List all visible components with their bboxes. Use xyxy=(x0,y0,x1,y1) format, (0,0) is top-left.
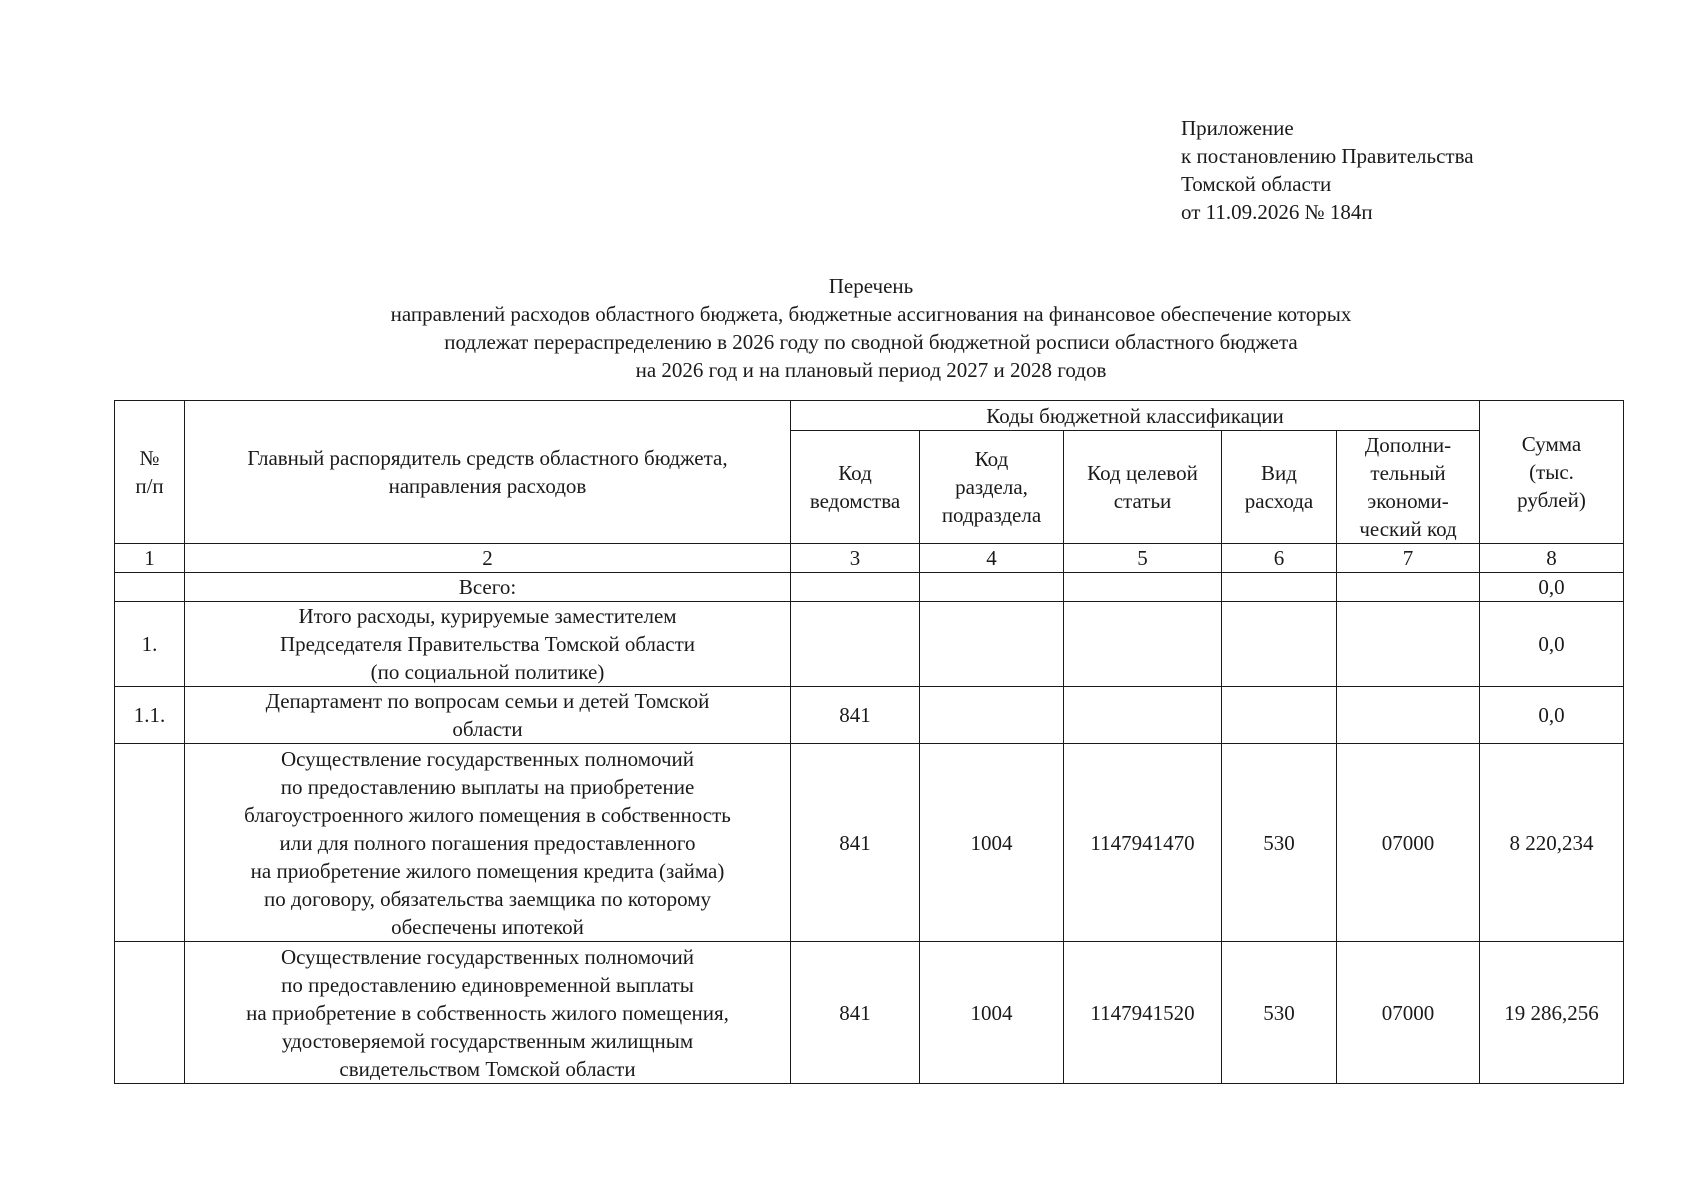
row-num: 1.1. xyxy=(115,687,185,744)
row-dept-code xyxy=(791,602,920,687)
header-section-code: Код раздела, подраздела xyxy=(920,431,1064,544)
appendix-note xyxy=(1181,114,1474,226)
row-description: Итого расходы, курируемые заместителем Председателя Правительства Томской области (по социальной политике) xyxy=(185,602,791,687)
table-row xyxy=(115,744,1624,942)
row-econ-code xyxy=(1337,602,1480,687)
row-num xyxy=(115,573,185,602)
column-number: 6 xyxy=(1222,544,1337,573)
row-expense-type xyxy=(1222,573,1337,602)
appendix-line: Томской области xyxy=(1181,172,1332,196)
row-dept-code: 841 xyxy=(791,687,920,744)
header-main: Главный распорядитель средств областного бюджета, направления расходов xyxy=(185,401,791,544)
appendix-line: от 11.09.2026 № 184п xyxy=(1181,200,1373,224)
row-num xyxy=(115,744,185,942)
row-target-code: 1147941520 xyxy=(1064,942,1222,1084)
row-expense-type xyxy=(1222,602,1337,687)
row-target-code xyxy=(1064,687,1222,744)
title-line: подлежат перераспределению в 2026 году по сводной бюджетной росписи областного бюджета xyxy=(444,330,1298,354)
row-sum: 0,0 xyxy=(1480,573,1624,602)
row-section-code: 1004 xyxy=(920,942,1064,1084)
row-section-code xyxy=(920,687,1064,744)
row-target-code xyxy=(1064,573,1222,602)
appendix-line: к постановлению Правительства xyxy=(1181,144,1474,168)
row-target-code xyxy=(1064,602,1222,687)
row-description: Осуществление государственных полномочий по предоставлению единовременной выплаты на приобретение в собственность жилого помещения, удостоверяемой государственным жилищным свидетельством Томской области xyxy=(185,942,791,1084)
row-econ-code: 07000 xyxy=(1337,744,1480,942)
row-section-code xyxy=(920,573,1064,602)
row-expense-type: 530 xyxy=(1222,942,1337,1084)
row-section-code: 1004 xyxy=(920,744,1064,942)
header-expense-type: Вид расхода xyxy=(1222,431,1337,544)
header-sum: Сумма (тыс. рублей) xyxy=(1480,401,1624,544)
column-number: 1 xyxy=(115,544,185,573)
expenses-table xyxy=(114,400,1624,1084)
header-target-code: Код целевой статьи xyxy=(1064,431,1222,544)
row-target-code: 1147941470 xyxy=(1064,744,1222,942)
row-econ-code: 07000 xyxy=(1337,942,1480,1084)
row-econ-code xyxy=(1337,573,1480,602)
row-expense-type xyxy=(1222,687,1337,744)
row-dept-code: 841 xyxy=(791,744,920,942)
row-section-code xyxy=(920,602,1064,687)
table-row xyxy=(115,687,1624,744)
header-dept-code: Код ведомства xyxy=(791,431,920,544)
appendix-line: Приложение xyxy=(1181,116,1294,140)
header-num: № п/п xyxy=(115,401,185,544)
row-expense-type: 530 xyxy=(1222,744,1337,942)
row-description: Департамент по вопросам семьи и детей Томской области xyxy=(185,687,791,744)
row-num: 1. xyxy=(115,602,185,687)
row-sum: 19 286,256 xyxy=(1480,942,1624,1084)
column-number: 2 xyxy=(185,544,791,573)
header-econ-code: Дополни- тельный экономи- ческий код xyxy=(1337,431,1480,544)
document-title xyxy=(0,272,1698,384)
title-line: на 2026 год и на плановый период 2027 и 2028 годов xyxy=(635,358,1107,382)
title-line: направлений расходов областного бюджета, бюджетные ассигнования на финансовое обеспечение которых xyxy=(390,302,1352,326)
table-row xyxy=(115,602,1624,687)
table-row xyxy=(115,573,1624,602)
title-line: Перечень xyxy=(828,274,914,298)
row-num xyxy=(115,942,185,1084)
header-row-top xyxy=(115,401,1624,431)
column-numbers-row xyxy=(115,544,1624,573)
row-econ-code xyxy=(1337,687,1480,744)
column-number: 3 xyxy=(791,544,920,573)
row-sum: 0,0 xyxy=(1480,687,1624,744)
table-row xyxy=(115,942,1624,1084)
row-description: Всего: xyxy=(185,573,791,602)
row-dept-code: 841 xyxy=(791,942,920,1084)
header-codes-group: Коды бюджетной классификации xyxy=(791,401,1480,431)
row-sum: 8 220,234 xyxy=(1480,744,1624,942)
row-sum: 0,0 xyxy=(1480,602,1624,687)
column-number: 4 xyxy=(920,544,1064,573)
row-description: Осуществление государственных полномочий по предоставлению выплаты на приобретение благоустроенного жилого помещения в собственность или для полного погашения предоставленного на приобретение жилого помещения кредита (займа) по договору, обязательства заемщика по которому обеспечены ипотекой xyxy=(185,744,791,942)
column-number: 7 xyxy=(1337,544,1480,573)
column-number: 5 xyxy=(1064,544,1222,573)
row-dept-code xyxy=(791,573,920,602)
column-number: 8 xyxy=(1480,544,1624,573)
